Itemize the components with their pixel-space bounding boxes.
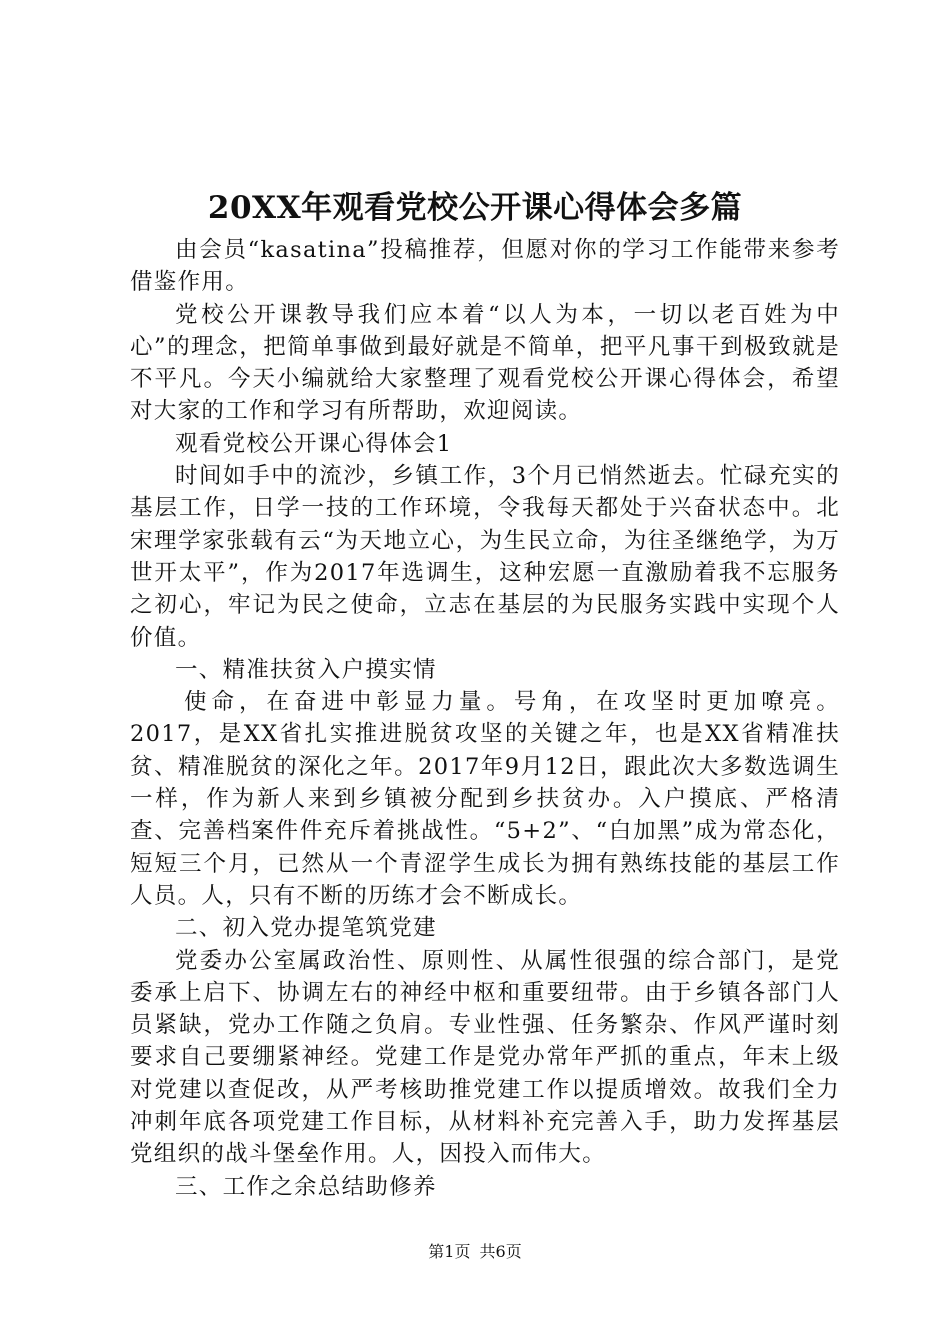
document-body — [130, 234, 840, 1203]
document-title: 20XX年观看党校公开课心得体会多篇 — [207, 190, 743, 226]
paragraph-section-2: 党委办公室属政治性、原则性、从属性很强的综合部门，是党委承上启下、协调左右的神经中枢和重要纽带。由于乡镇各部门人员紧缺，党办工作随之负肩。专业性强、任务繁杂、作风严谨时刻要求自己要绷紧神经。党建工作是党办常年严抓的重点，年末上级对党建以查促改，从严考核助推党建工作以提质增效。故我们全力冲刺年底各项党建工作目标，从材料补充完善入手，助力发挥基层党组织的战斗堡垒作用。人，因投入而伟大。 — [130, 947, 840, 1168]
paragraph-intro: 由会员“kasatina”投稿推荐，但愿对你的学习工作能带来参考借鉴作用。 — [130, 237, 840, 296]
section-heading-1: 一、精准扶贫入户摸实情 — [175, 656, 437, 683]
section-heading-2: 二、初入党办提笔筑党建 — [175, 915, 437, 942]
page-number: 第1页 — [428, 1242, 471, 1261]
page-total: 共6页 — [479, 1242, 522, 1261]
paragraph-section-1: 使命，在奋进中彰显力量。号角，在攻坚时更加嘹亮。2017，是XX省扎实推进脱贫攻坚的关键之年，也是XX省精准扶贫、精准脱贫的深化之年。2017年9月12日，跟此次大多数选调生一样，作为新人来到乡镇被分配到乡扶贫办。入户摸底、严格清查、完善档案件件充斥着挑战性。“5+2”、“白加黑”成为常态化，短短三个月，已然从一个青涩学生成长为拥有熟练技能的基层工作人员。人，只有不断的历练才会不断成长。 — [130, 689, 840, 909]
section-heading-3: 三、工作之余总结助修养 — [175, 1173, 437, 1200]
page-footer — [0, 1240, 950, 1264]
paragraph-summary: 党校公开课教导我们应本着“以人为本，一切以老百姓为中心”的理念，把简单事做到最好就是不简单，把平凡事干到极致就是不平凡。今天小编就给大家整理了观看党校公开课心得体会，希望对大家的工作和学习有所帮助，欢迎阅读。 — [130, 301, 840, 425]
paragraph-essay-1-opening: 时间如手中的流沙，乡镇工作，3个月已悄然逝去。忙碌充实的基层工作，日学一技的工作环境，令我每天都处于兴奋状态中。北宋理学家张载有云“为天地立心，为生民立命，为往圣继绝学，为万世开太平”，作为2017年选调生，这种宏愿一直激励着我不忘服务之初心，牢记为民之使命，立志在基层的为民服务实践中实现个人价值。 — [130, 463, 840, 651]
section-heading-essay-1: 观看党校公开课心得体会1 — [175, 430, 453, 457]
